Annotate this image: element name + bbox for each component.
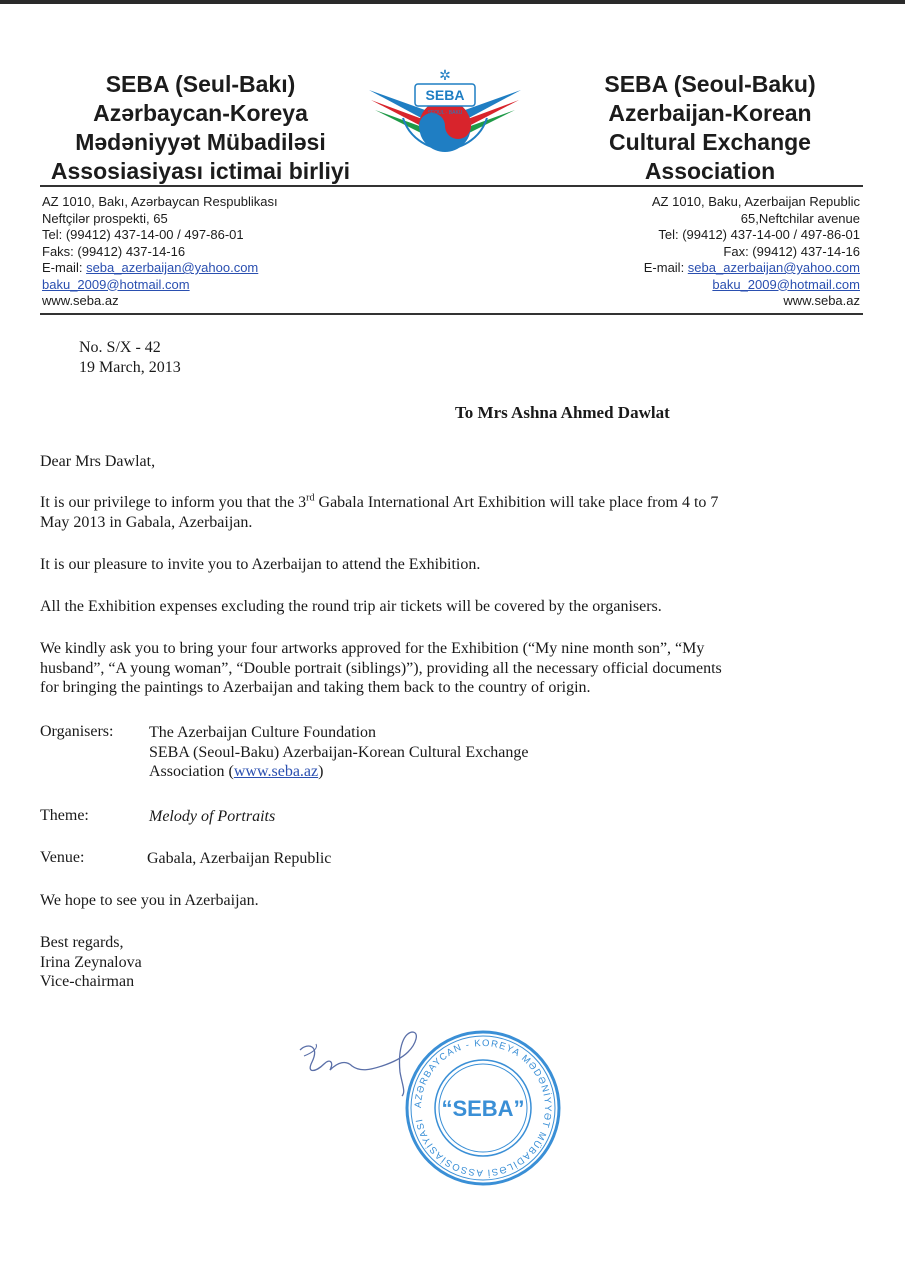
header-left-org-name [38,70,363,186]
recipient-line: To Mrs Ashna Ahmed Dawlat [455,403,670,422]
salutation: Dear Mrs Dawlat, [40,453,156,470]
p4-line2: husband”, “A young woman”, “Double portrait (siblings)”), providing all the necessary official documents [40,659,722,677]
address-right-2: 65,Neftchilar avenue [740,210,860,226]
email-label-left: E-mail: [42,260,87,275]
stamp-center-text: “SEBA” [441,1096,525,1121]
reference-number: No. S/X - 42 [79,339,161,356]
header-divider-top [40,185,863,187]
address-left-2: Neftçilər prospekti, 65 [42,210,168,226]
signer-name: Irina Zeynalova [40,953,142,971]
organiser-website-link[interactable]: www.seba.az [233,763,319,780]
organiser-3-post: ) [318,763,324,780]
top-border-line [0,0,905,4]
svg-text:✲: ✲ [439,68,451,84]
official-stamp [403,1028,563,1188]
organiser-3-pre: Association ( [149,763,234,780]
header-right-line1: SEBA (Seoul-Baku) [604,71,816,97]
paragraph-artworks [40,639,840,698]
header-divider-bottom [40,313,863,315]
contact-block-right [540,194,860,310]
p4-line3: for bringing the paintings to Azerbaijan and taking them back to the country of origin. [40,679,591,696]
p4-line1: We kindly ask you to bring your four artworks approved for the Exhibition (“My nine month son”, “My [40,640,705,657]
paragraph-invitation: It is our pleasure to invite you to Azerbaijan to attend the Exhibition. [40,556,481,573]
header-left-line4: Assosiasiyası ictimai birliyi [50,158,351,184]
signer-title: Vice-chairman [40,973,135,990]
venue-label: Venue: [40,849,85,866]
paragraph-exhibition-info [40,493,840,532]
paragraph-expenses: All the Exhibition expenses excluding the round trip air tickets will be covered by the organisers. [40,598,662,615]
header-right-line4: Association [644,158,776,184]
regards: Best regards, [40,934,124,951]
organisers-list [149,723,528,782]
theme-label: Theme: [40,807,89,824]
email-link-left-2[interactable]: baku_2009@hotmail.com [42,276,190,292]
theme-value: Melody of Portraits [149,808,276,825]
fax-left: Faks: (99412) 437-14-16 [42,243,186,259]
email-link-right-1[interactable]: seba_azerbaijan@yahoo.com [687,260,860,275]
p1-line2: May 2013 in Gabala, Azerbaijan. [40,513,253,531]
header-right-line2: Azerbaijan-Korean [608,100,812,126]
header-right-org-name [560,70,860,186]
header-left-line1: SEBA (Seul-Bakı) [105,71,296,97]
p1-superscript: rd [306,492,315,504]
p1-part1: It is our privilege to inform you that the 3 [40,494,307,511]
venue-value: Gabala, Azerbaijan Republic [147,850,332,867]
web-left: www.seba.az [42,293,119,308]
organiser-2: SEBA (Seoul-Baku) Azerbaijan-Korean Cultural Exchange [149,743,529,761]
organiser-1: The Azerbaijan Culture Foundation [149,724,377,741]
logo-text: SEBA [425,87,465,103]
header-left-line3: Mədəniyyət Mübadiləsi [75,129,326,155]
header-left-line2: Azərbaycan-Koreya [93,100,308,126]
sign-off [40,933,840,992]
email-label-right: E-mail: [643,260,688,275]
address-right-1: AZ 1010, Baku, Azerbaijan Republic [651,194,860,209]
tel-left: Tel: (99412) 437-14-00 / 497-86-01 [42,227,244,242]
email-link-right-2[interactable]: baku_2009@hotmail.com [712,276,860,292]
seba-logo [365,62,525,172]
closing-line: We hope to see you in Azerbaijan. [40,892,259,909]
stamp-ring-text: AZƏRBAYCAN - KOREYA MƏDƏNİYYƏT MÜBADİLƏSİ ASSOSİASİYASI [412,1037,554,1179]
contact-block-left [42,194,362,310]
web-right: www.seba.az [783,293,860,308]
fax-right: Fax: (99412) 437-14-16 [723,243,860,259]
organisers-label: Organisers: [40,723,114,740]
letter-reference [79,338,181,378]
email-link-left-1[interactable]: seba_azerbaijan@yahoo.com [86,260,259,275]
letter-date: 19 March, 2013 [79,359,181,376]
logo-subtext: SEOUL · BAKU [427,110,463,116]
tel-right: Tel: (99412) 437-14-00 / 497-86-01 [658,227,860,242]
p1-line1-rest: Gabala International Art Exhibition will take place from 4 to 7 [314,494,719,511]
header-right-line3: Cultural Exchange [609,129,811,155]
address-left-1: AZ 1010, Bakı, Azərbaycan Respublikası [42,194,278,209]
